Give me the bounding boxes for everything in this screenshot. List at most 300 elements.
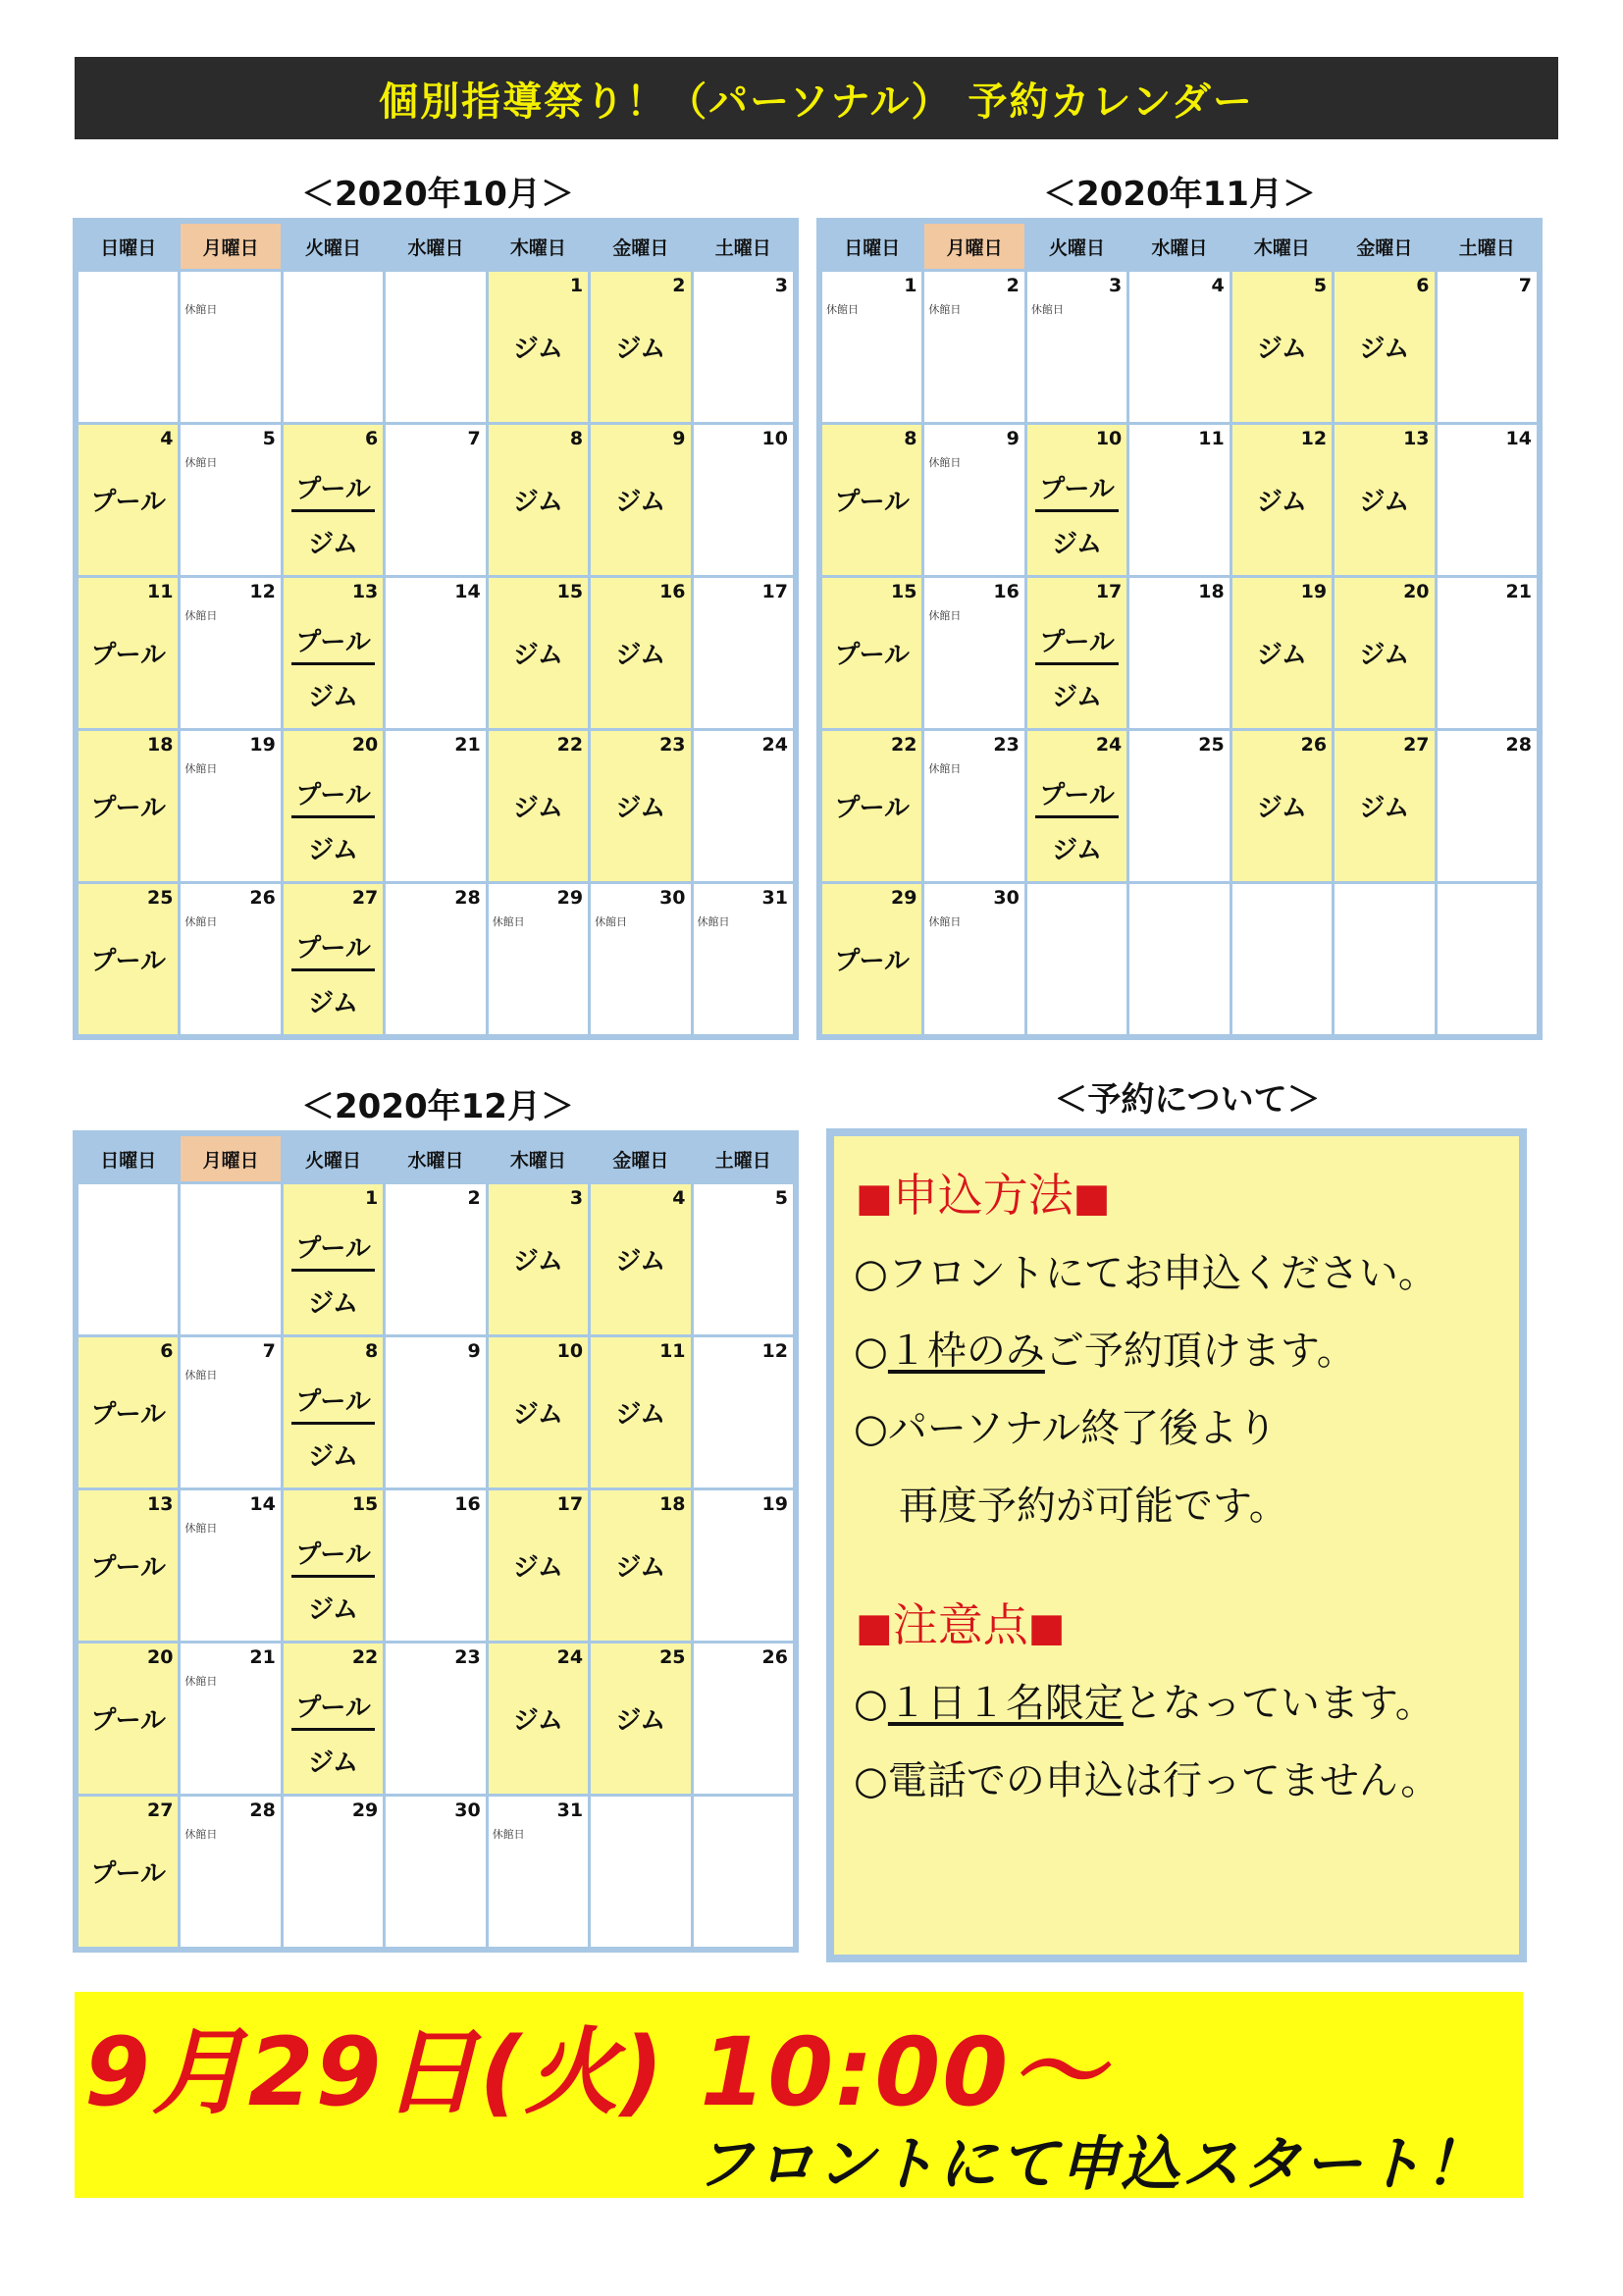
calendar-day-cell [1027,272,1126,422]
day-number: 19 [761,1493,788,1515]
calendar-day-cell [694,1184,793,1334]
calendar-day-cell [1129,884,1229,1034]
day-number: 14 [454,581,481,602]
session-label: ジム [1256,794,1307,823]
calendar-day-cell [694,1490,793,1641]
day-number: 2 [467,1187,481,1209]
calendar-day-cell [1232,272,1332,422]
day-number: 7 [467,428,481,449]
day-number: 24 [1095,734,1123,756]
day-number: 20 [146,1646,174,1668]
calendar-day-cell [284,1337,383,1487]
session-label-pool: プール [291,928,375,971]
calendar-day-cell [822,272,921,422]
day-number: 28 [249,1800,276,1821]
day-number: 11 [659,1340,686,1362]
session-label: ジム [615,794,666,823]
day-number: 11 [146,581,174,602]
calendar-day-cell [489,1490,588,1641]
closed-day-label: 休館日 [184,1675,218,1688]
day-number: 4 [1211,275,1225,296]
closed-day-label: 休館日 [184,915,218,928]
day-number: 22 [890,734,917,756]
day-number: 23 [993,734,1020,756]
calendar-day-cell [822,425,921,575]
session-label-gym: ジム [1052,836,1103,865]
calendar-day-cell [79,578,178,728]
day-number: 2 [672,275,686,296]
day-number: 3 [569,1187,584,1209]
session-label: プール [834,947,911,976]
calendar-day-cell [1027,731,1126,881]
calendar-day-cell [284,884,383,1034]
calendar-day-cell [181,1337,280,1487]
day-number: 16 [659,581,686,602]
day-number: 7 [1518,275,1532,296]
day-number: 27 [146,1800,174,1821]
calendar-day-cell [79,425,178,575]
day-number: 24 [761,734,788,756]
closed-day-label: 休館日 [928,762,962,775]
day-number: 30 [454,1800,481,1821]
weekday-header: 水曜日 [386,1136,485,1181]
session-label: プール [834,794,911,823]
day-number: 25 [659,1646,686,1668]
session-label-pool: プール [291,1535,375,1578]
day-number: 9 [672,428,686,449]
day-number: 12 [1300,428,1328,449]
calendar-day-cell [924,425,1023,575]
day-number: 27 [351,887,379,909]
day-number: 5 [774,1187,788,1209]
session-label: プール [834,488,911,517]
session-label: プール [90,1400,167,1430]
closed-day-label: 休館日 [184,1522,218,1535]
calendar-day-cell [181,1490,280,1641]
calendar-day-cell [79,731,178,881]
closed-day-label: 休館日 [928,303,962,316]
calendar-day-cell [1335,731,1434,881]
day-number: 21 [249,1646,276,1668]
calendar-day-cell [284,425,383,575]
session-label-gym: ジム [308,1289,359,1319]
calendar-day-cell [181,272,280,422]
calendar-day-cell [1438,731,1537,881]
session-label: ジム [1256,641,1307,670]
month-label-november: ＜2020年11月＞ [1043,175,1316,214]
calendar-day-cell [79,1797,178,1947]
start-message: フロントにて申込スタート！ [695,2130,1486,2199]
weekday-header: 火曜日 [284,224,383,269]
calendar-day-cell [694,731,793,881]
calendar-day-cell [489,1337,588,1487]
session-label-gym: ジム [1052,683,1103,712]
session-label: プール [90,488,167,517]
session-label: ジム [512,1400,563,1430]
session-label: プール [834,641,911,670]
session-label: ジム [1256,488,1307,517]
calendar-day-cell [591,1337,690,1487]
session-label: プール [90,947,167,976]
calendar-day-cell [386,731,485,881]
calendar-day-cell [1335,578,1434,728]
underlined-text: １枠のみ [887,1329,1045,1374]
day-number: 8 [569,428,584,449]
session-label: ジム [615,1706,666,1736]
weekday-header: 月曜日 [181,224,280,269]
weekday-header: 日曜日 [79,1136,178,1181]
calendar-day-cell [1438,884,1537,1034]
calendar-day-cell [591,1644,690,1794]
session-label: ジム [1359,794,1410,823]
calendar-day-cell [1129,578,1229,728]
session-label-pool: プール [291,622,375,665]
session-pair [1027,622,1126,713]
session-label: ジム [615,641,666,670]
weekday-header: 木曜日 [489,224,588,269]
reservation-info-title: ＜予約について＞ [1054,1080,1321,1120]
day-number: 29 [556,887,584,909]
calendar-day-cell [822,884,921,1034]
calendar-day-cell [181,578,280,728]
weekday-header: 木曜日 [489,1136,588,1181]
calendar-day-cell [1129,272,1229,422]
calendar-day-cell [181,1644,280,1794]
day-number: 16 [993,581,1020,602]
session-label-pool: プール [1035,622,1119,665]
day-number: 13 [351,581,379,602]
month-label-october: ＜2020年10月＞ [301,175,574,214]
session-label: ジム [615,335,666,364]
closed-day-label: 休館日 [184,1828,218,1841]
calendar-day-cell [694,425,793,575]
session-pair [284,1688,383,1779]
calendar-day-cell [386,1644,485,1794]
day-number: 12 [249,581,276,602]
calendar-day-cell [386,1490,485,1641]
day-number: 13 [1403,428,1430,449]
day-number: 23 [659,734,686,756]
session-label: プール [90,641,167,670]
calendar-day-cell [489,272,588,422]
section-heading-text: 申込方法 [892,1169,1073,1222]
day-number: 5 [1313,275,1328,296]
session-label-gym: ジム [308,1442,359,1472]
day-number: 28 [454,887,481,909]
info-line: ○パーソナル終了後より [854,1406,1278,1451]
day-number: 8 [904,428,917,449]
session-label-pool: プール [291,1228,375,1272]
info-line: ○電話での申込は行ってません。 [854,1758,1440,1803]
session-label: プール [90,1859,167,1889]
calendar-day-cell [489,1644,588,1794]
calendar-day-cell [284,272,383,422]
calendar-day-cell [1335,425,1434,575]
closed-day-label: 休館日 [184,762,218,775]
day-number: 30 [659,887,686,909]
calendar-day-cell [181,1797,280,1947]
session-pair [284,622,383,713]
weekday-header: 月曜日 [924,224,1023,269]
weekday-header: 月曜日 [181,1136,280,1181]
calendar-day-cell [591,1797,690,1947]
session-pair [284,928,383,1019]
day-number: 3 [1109,275,1123,296]
info-line: ○１枠のみご予約頂けます。 [854,1329,1356,1374]
weekday-header: 日曜日 [822,224,921,269]
session-label: ジム [512,794,563,823]
day-number: 16 [454,1493,481,1515]
info-line: 再度予約が可能です。 [899,1484,1288,1529]
session-label: プール [90,1706,167,1736]
calendar-day-cell [181,425,280,575]
session-label-gym: ジム [308,1748,359,1778]
calendar-day-cell [284,1644,383,1794]
calendar-day-cell [386,1797,485,1947]
session-label: ジム [615,1553,666,1583]
calendar-day-cell [386,1337,485,1487]
day-number: 19 [1300,581,1328,602]
day-number: 10 [556,1340,584,1362]
day-number: 10 [761,428,788,449]
day-number: 12 [761,1340,788,1362]
calendar-day-cell [1232,884,1332,1034]
session-pair [1027,775,1126,866]
day-number: 17 [761,581,788,602]
calendar-day-cell [1232,578,1332,728]
day-number: 6 [1416,275,1430,296]
calendar-day-cell [591,425,690,575]
day-number: 15 [556,581,584,602]
start-date-time: 9月29日(火) 10:00～ [84,2017,1107,2127]
calendar-day-cell [79,1490,178,1641]
calendar-day-cell [1438,578,1537,728]
closed-day-label: 休館日 [184,1369,218,1382]
session-pair [284,1535,383,1626]
day-number: 24 [556,1646,584,1668]
session-pair [284,775,383,866]
day-number: 18 [659,1493,686,1515]
calendar-day-cell [386,578,485,728]
page-title: 個別指導祭り！（パーソナル） 予約カレンダー [75,57,1558,139]
day-number: 20 [351,734,379,756]
session-label: プール [90,1553,167,1583]
day-number: 26 [761,1646,788,1668]
session-label-pool: プール [1035,469,1119,512]
calendar-day-cell [694,1644,793,1794]
calendar-day-cell [591,884,690,1034]
day-number: 22 [556,734,584,756]
calendar-day-cell [181,731,280,881]
calendar-day-cell [489,884,588,1034]
calendar-day-cell [822,731,921,881]
session-label-pool: プール [291,469,375,512]
weekday-header: 火曜日 [1027,224,1126,269]
calendar-day-cell [284,1184,383,1334]
day-number: 15 [890,581,917,602]
session-label: ジム [1359,488,1410,517]
day-number: 15 [351,1493,379,1515]
session-label: ジム [615,1247,666,1277]
info-line: ○フロントにてお申込ください。 [854,1251,1438,1296]
closed-day-label: 休館日 [492,1828,525,1841]
weekday-header: 日曜日 [79,224,178,269]
day-number: 21 [1505,581,1532,602]
calendar-day-cell [386,1184,485,1334]
calendar-day-cell [694,272,793,422]
calendar-day-cell [284,731,383,881]
session-label-pool: プール [291,1688,375,1731]
session-pair [284,469,383,560]
calendar-october [73,218,799,1040]
calendar-november [816,218,1543,1040]
calendar-december [73,1130,799,1953]
session-pair [284,1228,383,1320]
section-heading-text: 注意点 [892,1598,1028,1651]
session-label: ジム [512,1247,563,1277]
reservation-info-box [826,1128,1527,1962]
day-number: 22 [351,1646,379,1668]
day-number: 29 [351,1800,379,1821]
closed-day-label: 休館日 [492,915,525,928]
weekday-header: 金曜日 [591,1136,690,1181]
session-label: プール [90,794,167,823]
day-number: 2 [1006,275,1020,296]
closed-day-label: 休館日 [928,915,962,928]
day-number: 1 [365,1187,379,1209]
calendar-day-cell [1232,731,1332,881]
calendar-day-cell [79,1644,178,1794]
session-label-gym: ジム [308,989,359,1018]
calendar-day-cell [591,731,690,881]
session-label-pool: プール [291,775,375,818]
day-number: 1 [904,275,917,296]
section-heading-notes: ■注意点■ [856,1598,1066,1651]
calendar-day-cell [1438,425,1537,575]
info-line: ○１日１名限定となっています。 [854,1681,1435,1726]
calendar-day-cell [1027,884,1126,1034]
closed-day-label: 休館日 [697,915,730,928]
day-number: 20 [1403,581,1430,602]
weekday-header: 土曜日 [694,1136,793,1181]
session-label-pool: プール [291,1382,375,1425]
session-pair [1027,469,1126,560]
day-number: 13 [146,1493,174,1515]
calendar-day-cell [284,1490,383,1641]
day-number: 30 [993,887,1020,909]
calendar-day-cell [694,884,793,1034]
session-label: ジム [615,488,666,517]
calendar-day-cell [489,578,588,728]
day-number: 21 [454,734,481,756]
calendar-day-cell [924,731,1023,881]
day-number: 4 [672,1187,686,1209]
closed-day-label: 休館日 [184,303,218,316]
calendar-day-cell [591,1184,690,1334]
weekday-header: 土曜日 [694,224,793,269]
section-heading-application: ■申込方法■ [856,1169,1111,1222]
day-number: 23 [454,1646,481,1668]
calendar-day-cell [386,272,485,422]
day-number: 26 [1300,734,1328,756]
calendar-day-cell [1335,272,1434,422]
calendar-day-cell [924,272,1023,422]
calendar-day-cell [79,272,178,422]
day-number: 18 [146,734,174,756]
day-number: 25 [146,887,174,909]
calendar-day-cell [1438,272,1537,422]
day-number: 27 [1403,734,1430,756]
closed-day-label: 休館日 [595,915,628,928]
session-label: ジム [1359,641,1410,670]
closed-day-label: 休館日 [826,303,859,316]
session-label: ジム [512,1553,563,1583]
weekday-header: 土曜日 [1438,224,1537,269]
day-number: 4 [160,428,174,449]
session-label: ジム [1256,335,1307,364]
day-number: 25 [1198,734,1225,756]
calendar-day-cell [1232,425,1332,575]
session-label-pool: プール [1035,775,1119,818]
closed-day-label: 休館日 [928,609,962,622]
weekday-header: 金曜日 [591,224,690,269]
day-number: 17 [1095,581,1123,602]
day-number: 3 [774,275,788,296]
closed-day-label: 休館日 [928,456,962,469]
calendar-day-cell [489,1797,588,1947]
calendar-day-cell [79,1337,178,1487]
day-number: 7 [262,1340,276,1362]
calendar-day-cell [284,578,383,728]
closed-day-label: 休館日 [184,609,218,622]
underlined-text: １日１名限定 [887,1681,1124,1726]
calendar-day-cell [694,1337,793,1487]
session-label: ジム [1359,335,1410,364]
session-label-gym: ジム [308,683,359,712]
day-number: 10 [1095,428,1123,449]
day-number: 18 [1198,581,1225,602]
day-number: 28 [1505,734,1532,756]
day-number: 14 [249,1493,276,1515]
session-label: ジム [512,335,563,364]
calendar-day-cell [489,731,588,881]
day-number: 9 [1006,428,1020,449]
session-label: ジム [512,488,563,517]
closed-day-label: 休館日 [184,456,218,469]
day-number: 8 [365,1340,379,1362]
calendar-day-cell [284,1797,383,1947]
day-number: 5 [262,428,276,449]
day-number: 29 [890,887,917,909]
month-label-december: ＜2020年12月＞ [301,1087,574,1126]
calendar-day-cell [181,884,280,1034]
calendar-day-cell [181,1184,280,1334]
day-number: 1 [569,275,584,296]
calendar-day-cell [694,578,793,728]
day-number: 31 [556,1800,584,1821]
calendar-day-cell [924,578,1023,728]
day-number: 26 [249,887,276,909]
weekday-header: 水曜日 [386,224,485,269]
calendar-day-cell [1027,578,1126,728]
day-number: 19 [249,734,276,756]
calendar-day-cell [822,578,921,728]
calendar-day-cell [1129,425,1229,575]
calendar-day-cell [489,1184,588,1334]
weekday-header: 金曜日 [1335,224,1434,269]
calendar-day-cell [924,884,1023,1034]
calendar-day-cell [79,1184,178,1334]
